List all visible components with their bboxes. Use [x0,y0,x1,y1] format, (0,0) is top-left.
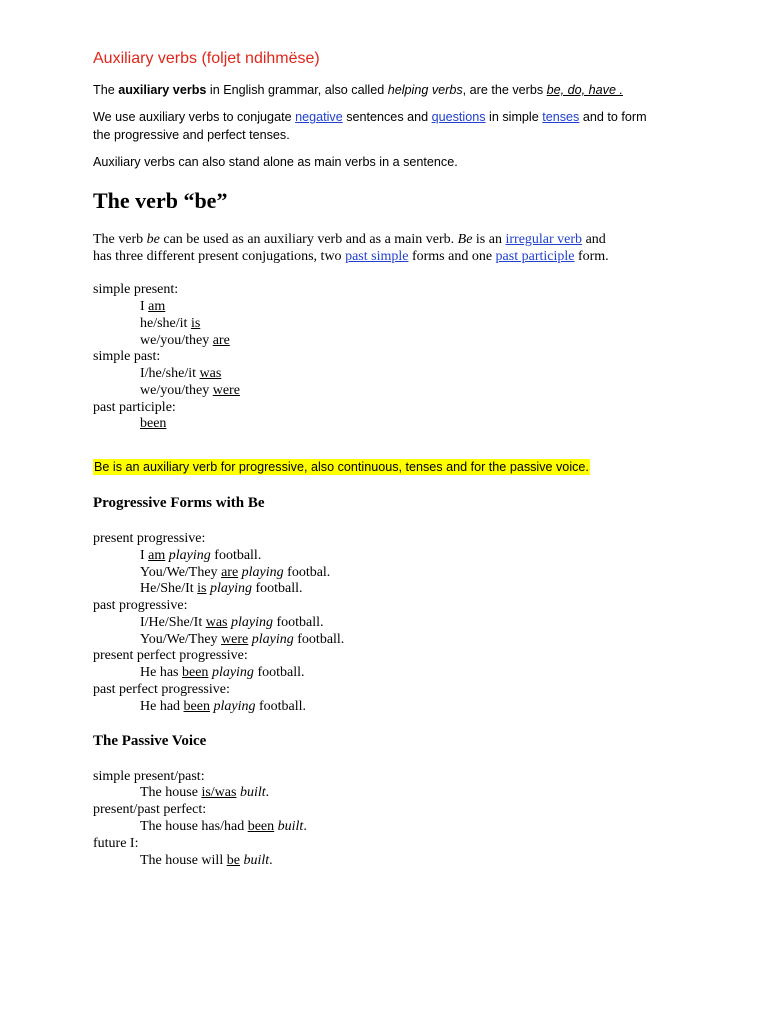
past-participle-label: past participle: [93,400,176,415]
verb-be-heading: The verb “be” [93,188,228,213]
auxiliary: been [183,699,210,714]
punctuation: . [265,785,270,800]
highlighted-note: Be is an auxiliary verb for progressive, also continuous, tenses and for the passive voice. [94,460,589,474]
be-term: Be [457,232,473,247]
main-verb: built [243,853,270,868]
be-text: and [582,232,606,247]
auxiliary: been [182,665,209,680]
verb-form: is [190,316,201,331]
auxiliary: is/was [201,785,237,800]
link-past-simple[interactable]: past simple [345,249,409,264]
example-row [140,664,304,681]
past-progressive-label: past progressive: [93,598,188,613]
link-negative[interactable]: negative [295,110,343,124]
example-row [140,784,269,801]
subject: we/you/they [140,383,213,398]
auxiliary: were [221,632,249,647]
future-label: future I: [93,836,139,851]
verb-form: been [140,416,167,431]
conjugation-row [140,298,165,315]
conjugation-row [140,382,240,399]
be-text: can be used as an auxiliary verb and as a main verb. [159,232,458,247]
link-questions[interactable]: questions [431,110,486,124]
present-past-perfect-label: present/past perfect: [93,802,207,817]
intro-text: in English grammar, also called [206,83,388,97]
subject: You/We/They [140,565,222,580]
present-progressive-label: present progressive: [93,531,206,546]
subject: we/you/they [140,333,213,348]
auxiliary: been [247,819,275,834]
example-row [140,564,330,581]
punctuation: . [303,819,307,834]
object: football. [253,665,305,680]
main-verb: playing [211,665,254,680]
verb-form: were [212,383,240,398]
subject: The house [140,785,202,800]
example-row [140,698,306,715]
subject: He/She/It [140,581,198,596]
intro-text: , are the verbs [462,83,547,97]
main-verb: built [277,819,304,834]
example-row [140,631,344,648]
object: football. [210,548,262,563]
be-text: The verb [93,232,147,247]
be-paragraph-line-1 [93,231,606,248]
intro-paragraph-2-line-2: the progressive and perfect tenses. [93,128,290,142]
helping-verbs-term: helping verbs [387,83,463,97]
conjugation-row [140,315,200,332]
punctuation: . [269,853,273,868]
example-row [140,580,303,597]
example-row [140,852,273,869]
main-verb: playing [241,565,284,580]
intro-text: The [93,83,119,97]
link-past-participle[interactable]: past participle [495,249,575,264]
main-verb: built [239,785,266,800]
conjugation-row [140,332,230,349]
subject: I/He/She/It [140,615,206,630]
subject: He had [140,699,184,714]
subject: he/she/it [140,316,191,331]
object: football. [273,615,324,630]
verb-form: was [199,366,222,381]
object: football. [255,699,307,714]
auxiliary: be [226,853,240,868]
intro-text: and to form [579,110,647,124]
simple-present-label: simple present: [93,282,179,297]
be-term: be [146,232,160,247]
object: football. [252,581,303,596]
intro-text: sentences and [342,110,432,124]
intro-text: in simple [485,110,543,124]
passive-heading: The Passive Voice [93,733,207,749]
verb-form: am [148,299,166,314]
auxiliary: am [148,548,166,563]
main-verb: playing [213,699,256,714]
subject: He has [140,665,182,680]
be-paragraph-line-2 [93,248,609,265]
main-verb: playing [168,548,211,563]
link-tenses[interactable]: tenses [542,110,580,124]
object: footbal. [283,565,331,580]
example-row [140,547,261,564]
auxiliary-verbs-term: auxiliary verbs [118,83,207,97]
subject: You/We/They [140,632,222,647]
be-do-have-term: be, do, have . [546,83,623,97]
subject: The house will [140,853,227,868]
past-perfect-progressive-label: past perfect progressive: [93,682,230,697]
intro-paragraph-2 [93,108,647,126]
example-row [140,818,307,835]
conjugation-row [140,415,166,432]
conjugation-row [140,365,221,382]
example-row [140,614,324,631]
be-text: is an [472,232,506,247]
main-verb: playing [231,615,273,630]
auxiliary: is [197,581,207,596]
be-text: forms and one [408,249,496,264]
present-perfect-progressive-label: present perfect progressive: [93,648,248,663]
simple-past-label: simple past: [93,349,161,364]
be-text: has three different present conjugations, two [93,249,346,264]
object: football. [293,632,345,647]
section-title: Auxiliary verbs (foljet ndihmëse) [93,50,320,67]
verb-form: are [212,333,230,348]
subject: The house has/had [140,819,248,834]
link-irregular-verb[interactable]: irregular verb [505,232,583,247]
intro-paragraph-1 [93,81,623,99]
subject: I [140,299,149,314]
subject: I/he/she/it [140,366,200,381]
auxiliary: was [205,615,228,630]
progressive-heading: Progressive Forms with Be [93,495,265,511]
main-verb: playing [251,632,294,647]
auxiliary: are [221,565,239,580]
main-verb: playing [210,581,252,596]
intro-text: We use auxiliary verbs to conjugate [93,110,296,124]
simple-present-past-label: simple present/past: [93,769,205,784]
intro-paragraph-3: Auxiliary verbs can also stand alone as main verbs in a sentence. [93,155,458,169]
subject: I [140,548,149,563]
be-text: form. [574,249,609,264]
